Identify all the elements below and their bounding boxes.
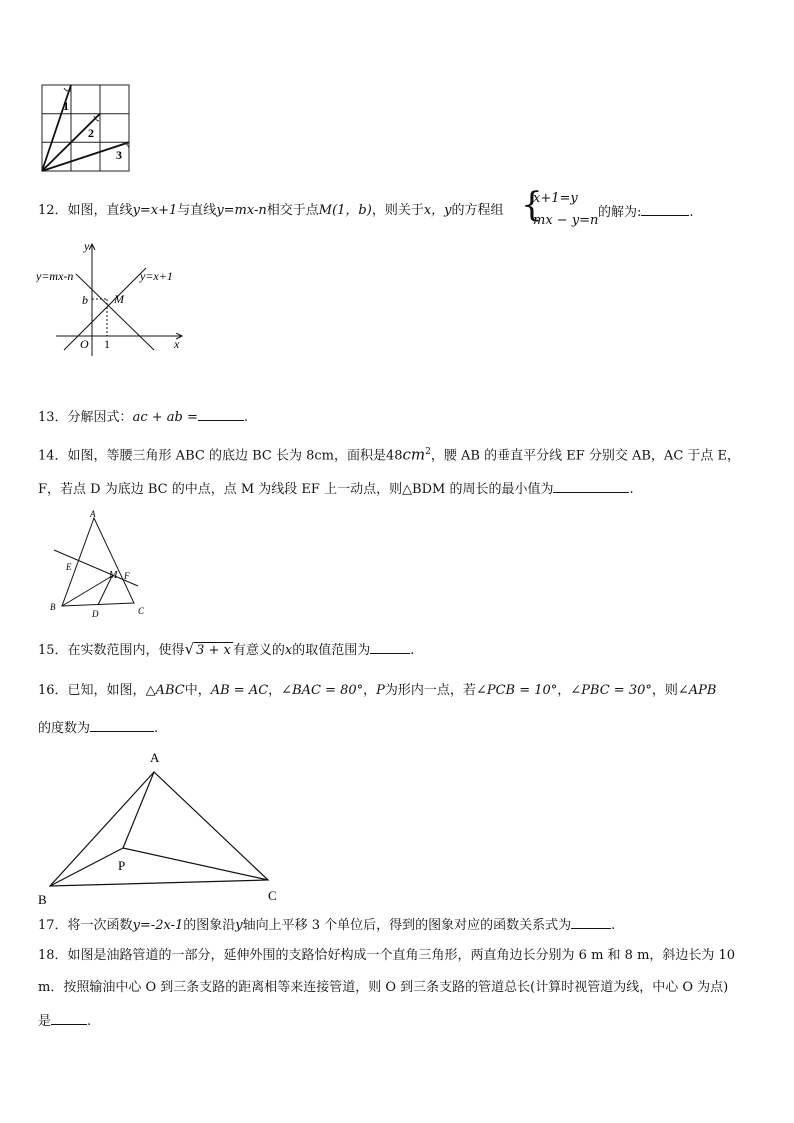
answer-blank[interactable] bbox=[51, 1010, 87, 1025]
fig-line-intersection bbox=[36, 240, 186, 356]
svg-text:1: 1 bbox=[104, 337, 110, 351]
answer-blank[interactable] bbox=[641, 201, 689, 216]
svg-text:A: A bbox=[150, 750, 160, 765]
line-equation-1: y=x+1 bbox=[132, 203, 178, 218]
question-12: 12．如图，直线y=x+1与直线y=mx-n相交于点M(1，b)，则关于x，y的方程组 bbox=[38, 203, 504, 218]
svg-text:B: B bbox=[50, 602, 56, 612]
question-17: 17．将一次函数y=-2x-1的图象沿y轴向上平移 3 个单位后，得到的图象对应的函数关系式为 . bbox=[38, 914, 615, 936]
question-12-tail: 的解为: . bbox=[598, 201, 694, 223]
answer-blank[interactable] bbox=[370, 639, 410, 654]
equation-1: x+1=y bbox=[533, 191, 578, 206]
angle-label-1: 1 bbox=[63, 99, 69, 113]
svg-text:C: C bbox=[268, 888, 277, 903]
equation-2: mx − y=n bbox=[533, 213, 599, 228]
radical-expression: 3 + x bbox=[196, 643, 231, 658]
svg-text:P: P bbox=[118, 858, 126, 873]
fig-angle-grid bbox=[38, 82, 134, 174]
svg-text:y=x+1: y=x+1 bbox=[140, 269, 173, 283]
answer-blank[interactable] bbox=[571, 914, 611, 929]
svg-text:E: E bbox=[66, 562, 72, 572]
expression: ac + ab bbox=[132, 410, 183, 425]
question-18-line-3: 是 . bbox=[38, 1010, 91, 1032]
question-18-line-2: m．按照输油中心 O 到三条支路的距离相等来连接管道，则 O 到三条支路的管道总长(计算时视管道为线，中心 O 为点) bbox=[38, 980, 729, 995]
question-18-line-1: 18．如图是油路管道的一部分，延伸外围的支路恰好构成一个直角三角形，两直角边长分别为 6 m 和 8 m，斜边长为 10 bbox=[38, 948, 736, 963]
svg-text:M: M bbox=[109, 570, 118, 581]
fig-isosceles-triangle bbox=[40, 508, 158, 620]
svg-text:B: B bbox=[38, 892, 47, 906]
svg-text:C: C bbox=[138, 606, 145, 616]
svg-text:y: y bbox=[84, 240, 90, 253]
question-14-line-1: 14．如图，等腰三角形 ABC 的底边 BC 长为 8cm，面积是$48cm^2$，腰 AB 的垂直平分线 EF 分别交 AB，AC 于点 E， bbox=[38, 445, 741, 464]
svg-text:A: A bbox=[90, 509, 96, 519]
answer-blank[interactable] bbox=[90, 717, 154, 732]
question-16-line-1: 16．已知，如图，△ABC中，AB = AC，∠BAC = 80°，P为形内一点，若∠PCB = 10°，∠PBC = 30°，则∠APB bbox=[38, 683, 717, 698]
svg-text:x: x bbox=[174, 337, 180, 351]
angle-label-2: 2 bbox=[88, 126, 94, 140]
question-13: 13．分解因式：ac + ab = . bbox=[38, 406, 248, 428]
fig-triangle-point-p bbox=[30, 744, 290, 906]
line-equation-2: y=mx-n bbox=[216, 203, 267, 218]
question-16-line-2: 的度数为 . bbox=[38, 717, 158, 739]
answer-blank[interactable] bbox=[198, 406, 244, 421]
angle-label-3: 3 bbox=[116, 148, 122, 162]
intersection-point: M(1，b) bbox=[318, 203, 372, 218]
svg-text:y=mx-n: y=mx-n bbox=[36, 269, 74, 283]
question-number: 12． bbox=[38, 203, 68, 218]
svg-text:O: O bbox=[80, 337, 89, 351]
svg-text:b: b bbox=[82, 293, 88, 307]
question-14-line-2: F，若点 D 为底边 BC 的中点，点 M 为线段 EF 上一动点，则△BDM 的周长的最小值为 . bbox=[38, 478, 634, 500]
svg-text:F: F bbox=[124, 571, 130, 581]
equation-system-brace: { bbox=[521, 185, 543, 225]
svg-text:M: M bbox=[114, 292, 124, 306]
answer-blank[interactable] bbox=[553, 478, 629, 493]
question-15: 15．在实数范围内，使得√ 3 + x 有意义的x的取值范围为 . bbox=[38, 640, 415, 658]
svg-text:D: D bbox=[92, 609, 99, 619]
